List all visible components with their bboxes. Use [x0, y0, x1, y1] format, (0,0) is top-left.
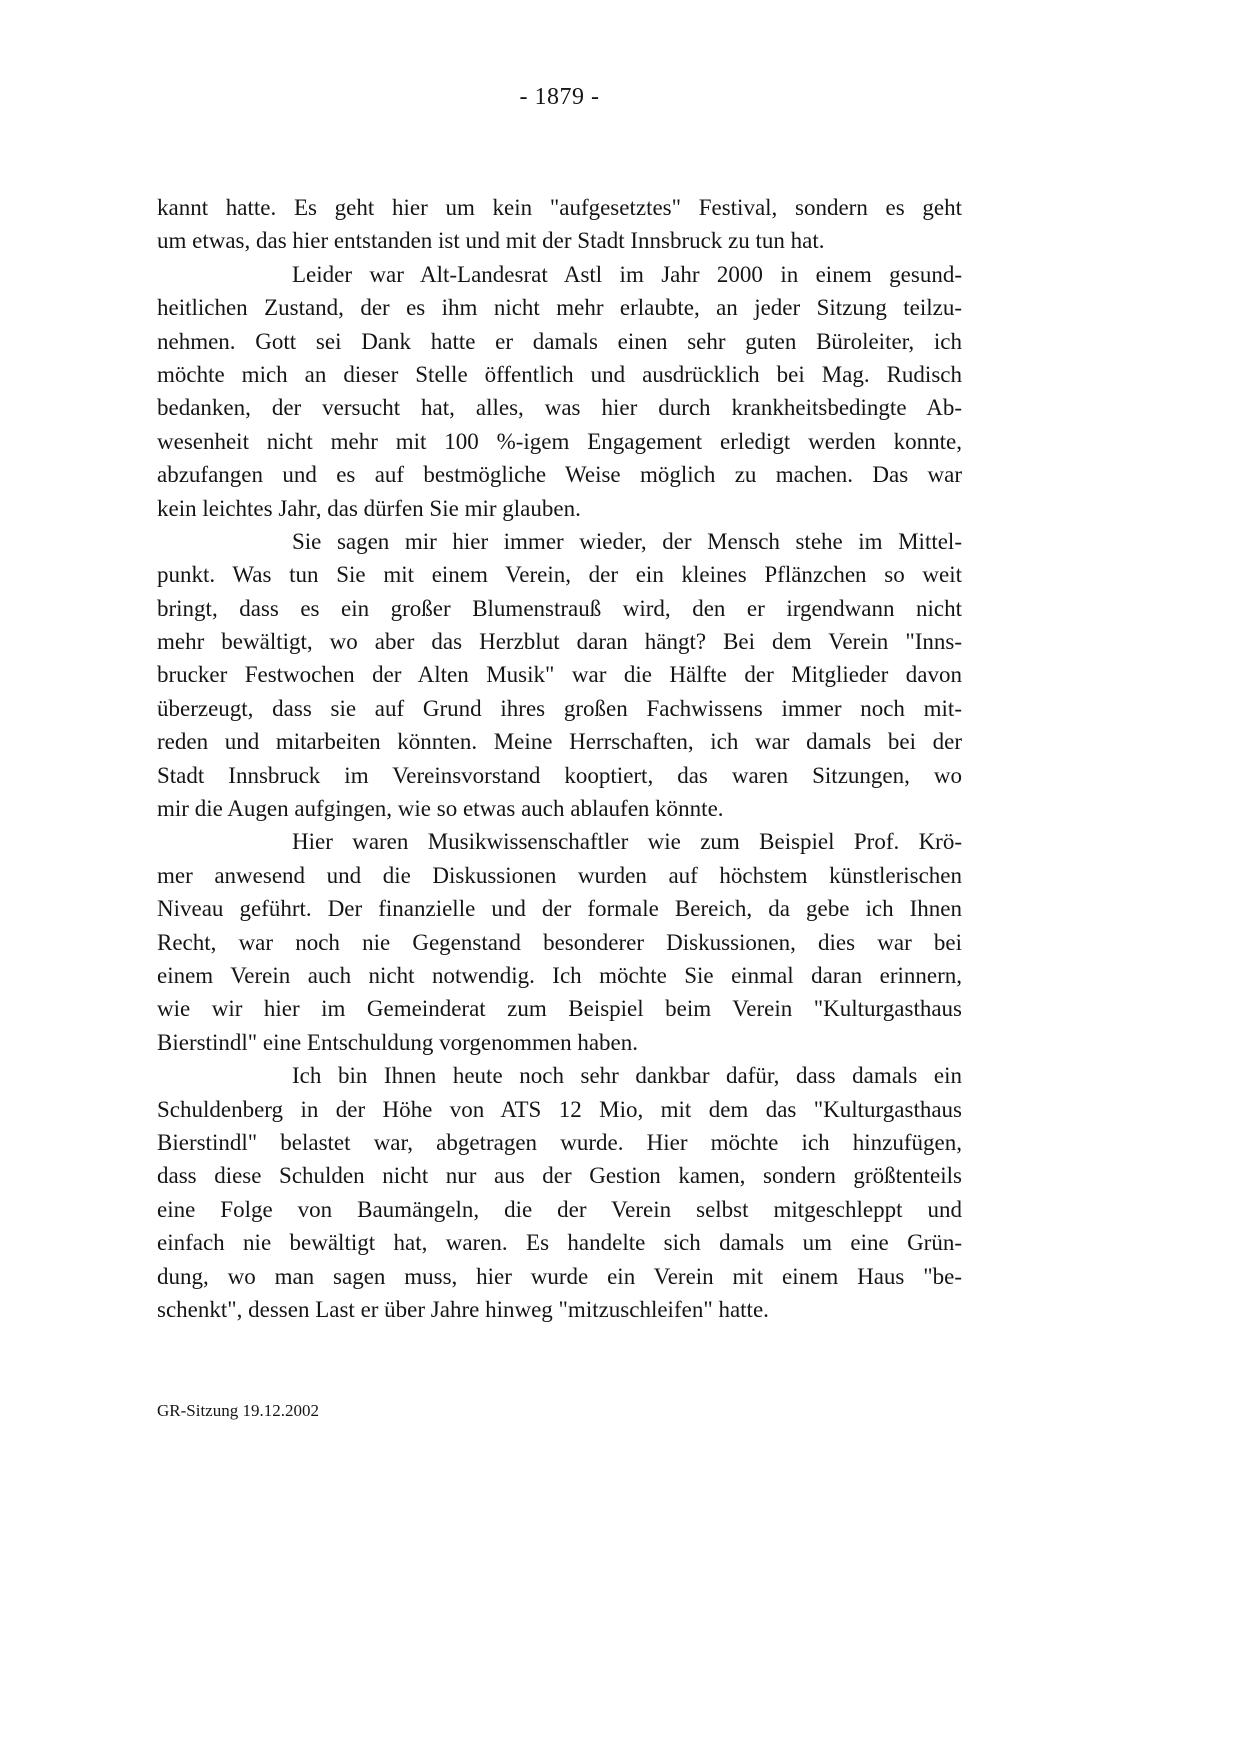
- text-line: einfach nie bewältigt hat, waren. Es handelte sich damals um eine Grün-: [157, 1230, 962, 1256]
- text-line: Bierstindl" eine Entschuldung vorgenommen haben.: [157, 1029, 639, 1055]
- paragraph: [157, 825, 962, 1059]
- text-line: mehr bewältigt, wo aber das Herzblut daran hängt? Bei dem Verein "Inns-: [157, 629, 962, 655]
- text-line: mer anwesend und die Diskussionen wurden auf höchstem künstlerischen: [157, 862, 962, 888]
- text-line: um etwas, das hier entstanden ist und mit der Stadt Innsbruck zu tun hat.: [157, 228, 825, 254]
- paragraph: [157, 191, 962, 258]
- text-line: brucker Festwochen der Alten Musik" war die Hälfte der Mitglieder davon: [157, 662, 962, 688]
- page-body: [157, 191, 962, 1326]
- text-line: möchte mich an dieser Stelle öffentlich und ausdrücklich bei Mag. Rudisch: [157, 361, 962, 387]
- text-line: reden und mitarbeiten könnten. Meine Herrschaften, ich war damals bei der: [157, 729, 962, 755]
- paragraph: [157, 258, 962, 525]
- text-line: Leider war Alt-Landesrat Astl im Jahr 2000 in einem gesund-: [292, 261, 962, 287]
- text-line: bringt, dass es ein großer Blumenstrauß wird, den er irgendwann nicht: [157, 595, 962, 621]
- text-line: punkt. Was tun Sie mit einem Verein, der ein kleines Pflänzchen so weit: [157, 562, 962, 588]
- footer-session-label: GR-Sitzung 19.12.2002: [157, 1401, 319, 1420]
- text-line: nehmen. Gott sei Dank hatte er damals einen sehr guten Büroleiter, ich: [157, 328, 962, 354]
- text-line: abzufangen und es auf bestmögliche Weise möglich zu machen. Das war: [157, 462, 962, 488]
- text-line: kein leichtes Jahr, das dürfen Sie mir glauben.: [157, 495, 581, 521]
- text-line: wie wir hier im Gemeinderat zum Beispiel beim Verein "Kulturgasthaus: [157, 996, 962, 1022]
- text-line: Niveau geführt. Der finanzielle und der formale Bereich, da gebe ich Ihnen: [157, 896, 962, 922]
- paragraph: [157, 1059, 962, 1326]
- text-line: überzeugt, dass sie auf Grund ihres großen Fachwissens immer noch mit-: [157, 695, 962, 721]
- text-line: dass diese Schulden nicht nur aus der Gestion kamen, sondern größtenteils: [157, 1163, 962, 1189]
- text-line: Bierstindl" belastet war, abgetragen wurde. Hier möchte ich hinzufügen,: [157, 1129, 962, 1155]
- page-number: - 1879 -: [519, 84, 600, 110]
- text-line: Recht, war noch nie Gegenstand besonderer Diskussionen, dies war bei: [157, 929, 962, 955]
- text-line: Schuldenberg in der Höhe von ATS 12 Mio, mit dem das "Kulturgasthaus: [157, 1096, 962, 1122]
- text-line: dung, wo man sagen muss, hier wurde ein Verein mit einem Haus "be-: [157, 1263, 962, 1289]
- text-line: heitlichen Zustand, der es ihm nicht mehr erlaubte, an jeder Sitzung teilzu-: [157, 295, 962, 321]
- text-line: einem Verein auch nicht notwendig. Ich möchte Sie einmal daran erinnern,: [157, 962, 962, 988]
- text-line: Ich bin Ihnen heute noch sehr dankbar dafür, dass damals ein: [292, 1063, 962, 1089]
- text-line: kannt hatte. Es geht hier um kein "aufgesetztes" Festival, sondern es geht: [157, 195, 962, 220]
- text-line: bedanken, der versucht hat, alles, was hier durch krankheitsbedingte Ab-: [157, 395, 962, 421]
- text-line: Sie sagen mir hier immer wieder, der Mensch stehe im Mittel-: [292, 528, 962, 554]
- paragraph: [157, 525, 962, 826]
- text-line: Hier waren Musikwissenschaftler wie zum Beispiel Prof. Krö-: [292, 829, 962, 855]
- text-line: schenkt", dessen Last er über Jahre hinweg "mitzuschleifen" hatte.: [157, 1296, 769, 1322]
- text-line: eine Folge von Baumängeln, die der Verein selbst mitgeschleppt und: [157, 1196, 962, 1222]
- text-line: Stadt Innsbruck im Vereinsvorstand kooptiert, das waren Sitzungen, wo: [157, 762, 962, 788]
- text-line: wesenheit nicht mehr mit 100 %-igem Engagement erledigt werden konnte,: [157, 428, 962, 454]
- text-line: mir die Augen aufgingen, wie so etwas auch ablaufen könnte.: [157, 796, 724, 822]
